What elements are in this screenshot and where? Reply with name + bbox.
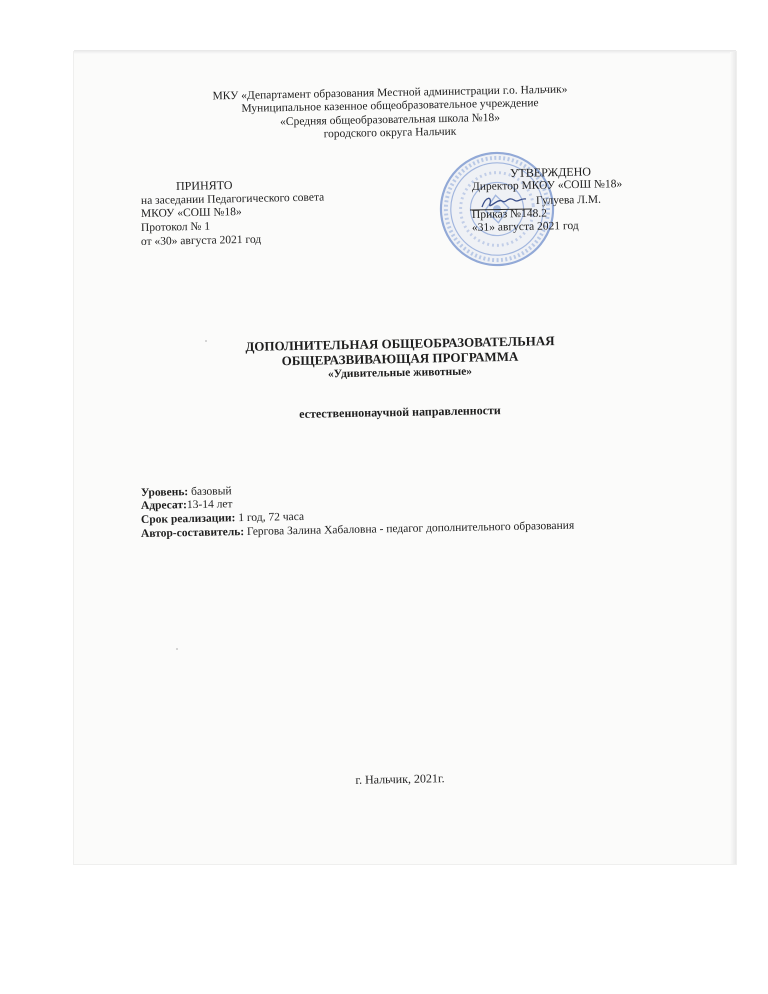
accepted-school: МКОУ «СОШ №18» bbox=[140, 206, 242, 220]
approved-director-name: Гулуева Л.М. bbox=[535, 193, 602, 207]
header-institution-type: Муниципальное казенное общеобразовательное учреждение bbox=[241, 97, 539, 115]
detail-term-value: 1 год, 72 часа bbox=[235, 510, 305, 525]
page-edge-shadow bbox=[74, 50, 736, 54]
detail-level-value: базовый bbox=[188, 485, 232, 499]
header-city-district: городского округа Нальчик bbox=[323, 125, 457, 141]
scan-speck bbox=[205, 340, 207, 342]
header-department: МКУ «Департамент образования Местной администрации г.о. Нальчик» bbox=[212, 83, 568, 103]
scanned-page bbox=[74, 52, 736, 864]
accepted-protocol: Протокол № 1 bbox=[140, 220, 211, 234]
detail-addressee-label: Адресат: bbox=[140, 499, 188, 512]
program-title-line1: ДОПОЛНИТЕЛЬНАЯ ОБЩЕОБРАЗОВАТЕЛЬНАЯ bbox=[245, 333, 555, 354]
detail-author-value: Гергова Залина Хабаловна - педагог дополнительного образования bbox=[244, 519, 575, 539]
approved-director: Директор МКОУ «СОШ №18» bbox=[471, 178, 623, 193]
detail-term-label: Срок реализации: bbox=[140, 512, 236, 526]
scan-speck bbox=[176, 648, 178, 650]
accepted-title: ПРИНЯТО bbox=[175, 177, 233, 193]
detail-addressee bbox=[141, 498, 233, 513]
detail-addressee-value: 13-14 лет bbox=[186, 498, 233, 512]
detail-level-label: Уровень: bbox=[140, 486, 189, 499]
accepted-date: от «30» августа 2021 год bbox=[140, 233, 262, 248]
approved-title: УТВЕРЖДЕНО bbox=[509, 164, 592, 180]
accepted-council: на заседании Педагогического совета bbox=[140, 191, 325, 207]
detail-author-label: Автор-составитель: bbox=[140, 526, 245, 540]
header-school-name: «Средняя общеобразовательная школа №18» bbox=[279, 111, 501, 129]
city-year: г. Нальчик, 2021г. bbox=[355, 771, 445, 787]
page-edge-shadow bbox=[730, 52, 736, 864]
program-name: «Удивительные животные» bbox=[327, 365, 473, 381]
program-title-line2: ОБЩЕРАЗВИВАЮЩАЯ ПРОГРАММА bbox=[281, 348, 519, 369]
approved-order: Приказ №148.2 bbox=[471, 207, 548, 221]
approved-date: «31» августа 2021 год bbox=[471, 219, 579, 234]
program-focus: естественнонаучной направленности bbox=[299, 403, 501, 421]
